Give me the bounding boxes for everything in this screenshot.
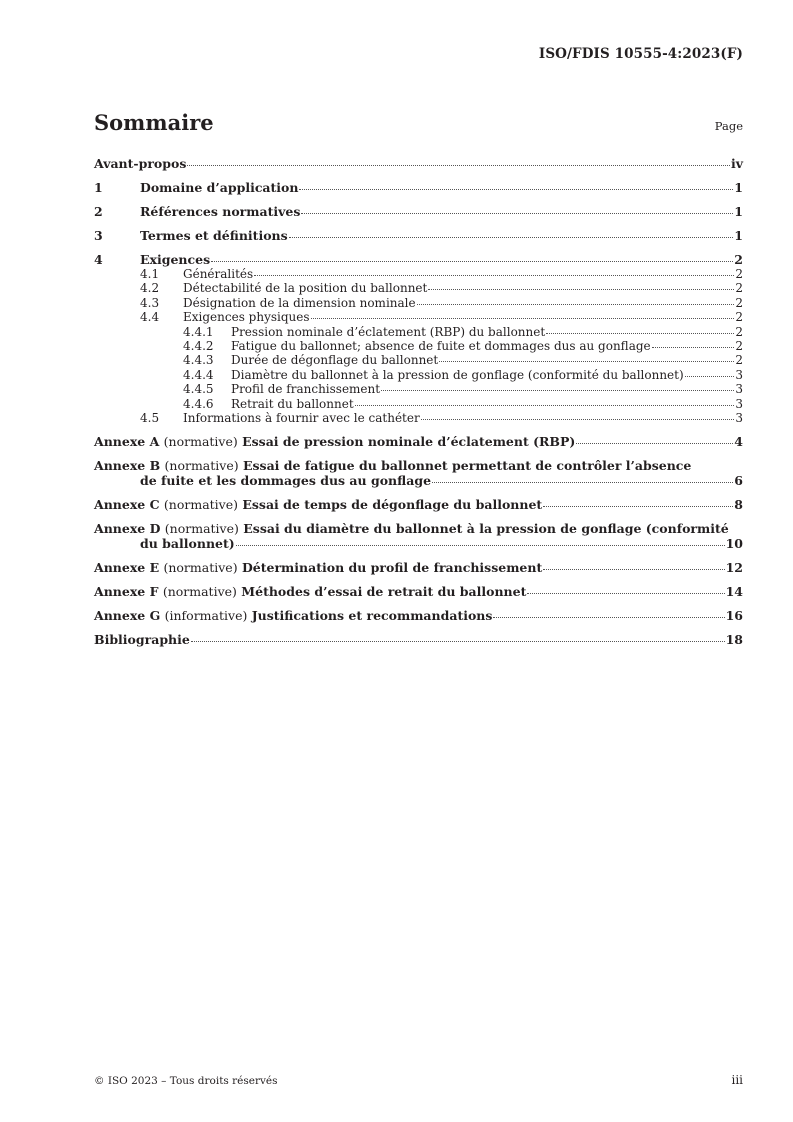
toc-entry-number: 2 xyxy=(94,204,103,219)
toc-entry-page: 3 xyxy=(735,382,743,397)
toc-entry-text: Exigences xyxy=(140,252,211,267)
toc-annex-entry[interactable] xyxy=(94,497,743,512)
dot-leader xyxy=(381,390,734,391)
toc-entry-text: Détectabilité de la position du ballonnet xyxy=(183,281,428,296)
annex-label: Annexe G xyxy=(94,608,161,624)
dot-leader xyxy=(428,289,734,290)
dot-leader xyxy=(299,189,733,190)
annex-line-1 xyxy=(94,560,743,575)
toc-entry[interactable] xyxy=(94,180,743,195)
annex-title: Détermination du profil de franchissement xyxy=(241,560,543,576)
toc-entry-page: 1 xyxy=(734,204,743,219)
dot-leader xyxy=(576,443,733,444)
toc-entry-page: 16 xyxy=(725,608,743,624)
toc-entry[interactable] xyxy=(94,411,743,425)
toc-entry-number: 4.4.2 xyxy=(183,339,214,354)
toc-entry-text: Termes et définitions xyxy=(140,228,288,243)
dot-leader xyxy=(685,376,735,377)
toc-entry-page: 3 xyxy=(735,396,743,411)
toc-entry-page: 2 xyxy=(735,339,743,354)
toc-entries xyxy=(94,156,743,425)
dot-leader xyxy=(187,165,730,166)
annex-title-cont: de fuite et les dommages dus au gonflage xyxy=(140,473,432,489)
toc-entry-page: 1 xyxy=(734,228,743,243)
toc-entry-page: 2 xyxy=(735,267,743,281)
toc-entry-page: 14 xyxy=(725,584,743,600)
dot-leader xyxy=(421,419,735,420)
toc-entry[interactable] xyxy=(94,296,743,310)
toc-entry-number: 4.2 xyxy=(140,281,160,296)
dot-leader xyxy=(417,304,735,305)
annex-label: Annexe B xyxy=(94,458,161,474)
toc-entry-page: 2 xyxy=(735,281,743,296)
annex-line-1 xyxy=(94,608,743,623)
annex-label: Annexe E xyxy=(94,560,160,576)
toc-entry-number: 4.4.3 xyxy=(183,353,214,368)
annex-kind: (normative) xyxy=(164,521,239,537)
toc-entry-number: 4.4.6 xyxy=(183,396,214,411)
dot-leader xyxy=(289,237,734,238)
annex-label: Annexe F xyxy=(94,584,159,600)
toc-entry-number: 4.5 xyxy=(140,411,160,426)
annex-title-cont: du ballonnet) xyxy=(140,536,235,552)
toc-entry-page: 18 xyxy=(725,632,743,648)
footer-copyright: © ISO 2023 – Tous droits réservés xyxy=(94,1075,278,1087)
page-column-label: Page xyxy=(714,119,743,133)
table-of-contents xyxy=(94,156,743,647)
toc-entry-bibliography[interactable] xyxy=(94,632,743,647)
toc-entry-number: 4.4 xyxy=(140,310,160,325)
toc-entry[interactable] xyxy=(94,325,743,339)
toc-annex-entry[interactable] xyxy=(94,560,743,575)
dot-leader xyxy=(652,347,735,348)
toc-entry-text: Bibliographie xyxy=(94,632,190,648)
annex-label: Annexe C xyxy=(94,497,160,513)
toc-entry[interactable] xyxy=(94,156,743,171)
page-title: Sommaire xyxy=(94,110,214,135)
toc-entry-text: Durée de dégonflage du ballonnet xyxy=(231,353,439,368)
toc-entry[interactable] xyxy=(94,397,743,411)
dot-leader xyxy=(311,318,735,319)
annex-kind: (normative) xyxy=(163,497,238,513)
toc-annex-entry[interactable] xyxy=(94,584,743,599)
toc-entry-text: Diamètre du ballonnet à la pression de gonflage (conformité du ballonnet) xyxy=(231,367,684,382)
dot-leader xyxy=(543,569,724,570)
toc-entry-text: Généralités xyxy=(183,267,254,281)
dot-leader xyxy=(546,333,734,334)
toc-entry-text: Désignation de la dimension nominale xyxy=(183,295,416,310)
toc-entry[interactable] xyxy=(94,252,743,267)
dot-leader xyxy=(301,213,733,214)
title-row xyxy=(94,110,743,135)
annex-line-1 xyxy=(94,521,743,536)
annex-label: Annexe A xyxy=(94,434,160,450)
toc-entry-page: 3 xyxy=(735,367,743,382)
toc-annex-entry[interactable] xyxy=(94,458,743,488)
annex-kind: (normative) xyxy=(162,584,237,600)
dot-leader xyxy=(527,593,724,594)
dot-leader xyxy=(236,545,725,546)
annex-title: Essai de pression nominale d’éclatement (RBP) xyxy=(242,434,576,450)
toc-entry-number: 4.4.1 xyxy=(183,324,214,339)
toc-entry[interactable] xyxy=(94,228,743,243)
toc-entry[interactable] xyxy=(94,267,743,281)
dot-leader xyxy=(439,361,734,362)
toc-entry-page: 10 xyxy=(725,536,743,552)
toc-entry-page: 3 xyxy=(735,411,743,426)
toc-entry-page: 2 xyxy=(735,353,743,368)
toc-entry-page: 1 xyxy=(734,180,743,195)
toc-entry-text: Retrait du ballonnet xyxy=(231,396,354,411)
toc-entry-text: Fatigue du ballonnet; absence de fuite et dommages dus au gonflage xyxy=(231,339,651,354)
annex-title: Essai du diamètre du ballonnet à la pression de gonflage (conformité xyxy=(243,521,729,537)
dot-leader xyxy=(493,617,724,618)
toc-annex-entry[interactable] xyxy=(94,608,743,623)
toc-entry-number: 1 xyxy=(94,180,103,195)
annex-line-2 xyxy=(94,473,743,488)
annex-line-1 xyxy=(94,458,743,473)
toc-entry-number: 4.4.4 xyxy=(183,367,214,382)
toc-annex-entry[interactable] xyxy=(94,521,743,551)
toc-entry-text: Références normatives xyxy=(140,204,301,219)
toc-entry-text: Informations à fournir avec le cathéter xyxy=(183,411,420,426)
toc-annex-entry[interactable] xyxy=(94,434,743,449)
annex-title: Essai de fatigue du ballonnet permettant de contrôler l’absence xyxy=(242,458,692,474)
toc-entry-number: 4.3 xyxy=(140,295,160,310)
annex-kind: (informative) xyxy=(164,608,248,624)
dot-leader xyxy=(254,275,734,276)
toc-entry[interactable] xyxy=(94,368,743,382)
toc-entry[interactable] xyxy=(94,204,743,219)
annex-kind: (normative) xyxy=(163,434,238,450)
toc-entry-page: iv xyxy=(730,156,743,171)
annex-entries xyxy=(94,434,743,623)
toc-entry-text: Avant-propos xyxy=(94,156,187,171)
toc-entry[interactable] xyxy=(94,339,743,353)
toc-entry-number: 3 xyxy=(94,228,103,243)
toc-entry-page: 6 xyxy=(734,473,743,489)
toc-entry[interactable] xyxy=(94,281,743,295)
annex-line-1 xyxy=(94,434,743,449)
toc-entry[interactable] xyxy=(94,382,743,396)
toc-entry[interactable] xyxy=(94,310,743,324)
annex-title: Justifications et recommandations xyxy=(251,608,493,624)
dot-leader xyxy=(191,641,725,642)
annex-kind: (normative) xyxy=(164,458,239,474)
dot-leader xyxy=(543,506,733,507)
annex-label: Annexe D xyxy=(94,521,161,537)
toc-entry-number: 4.4.5 xyxy=(183,382,214,397)
toc-entry-number: 4 xyxy=(94,252,103,267)
toc-entry-page: 2 xyxy=(735,295,743,310)
dot-leader xyxy=(432,482,733,483)
toc-entry-page: 2 xyxy=(734,252,743,267)
toc-entry[interactable] xyxy=(94,353,743,367)
toc-entry-page: 2 xyxy=(735,324,743,339)
toc-entry-page: 4 xyxy=(734,434,743,450)
document-id: ISO/FDIS 10555-4:2023(F) xyxy=(538,46,743,62)
footer-page-number: iii xyxy=(731,1073,743,1087)
toc-entry-number: 4.1 xyxy=(140,267,160,281)
toc-entry-page: 2 xyxy=(735,310,743,325)
annex-title: Essai de temps de dégonflage du ballonnet xyxy=(242,497,543,513)
annex-line-1 xyxy=(94,584,743,599)
annex-kind: (normative) xyxy=(163,560,238,576)
dot-leader xyxy=(355,405,735,406)
toc-entry-page: 8 xyxy=(734,497,743,513)
toc-entry-text: Domaine d’application xyxy=(140,180,299,195)
toc-entry-text: Profil de franchissement xyxy=(231,382,381,397)
toc-entry-page: 12 xyxy=(725,560,743,576)
annex-title: Méthodes d’essai de retrait du ballonnet xyxy=(241,584,527,600)
dot-leader xyxy=(211,261,733,262)
toc-entry-text: Exigences physiques xyxy=(183,310,310,325)
annex-line-1 xyxy=(94,497,743,512)
toc-entry-text: Pression nominale d’éclatement (RBP) du ballonnet xyxy=(231,324,546,339)
annex-line-2 xyxy=(94,536,743,551)
